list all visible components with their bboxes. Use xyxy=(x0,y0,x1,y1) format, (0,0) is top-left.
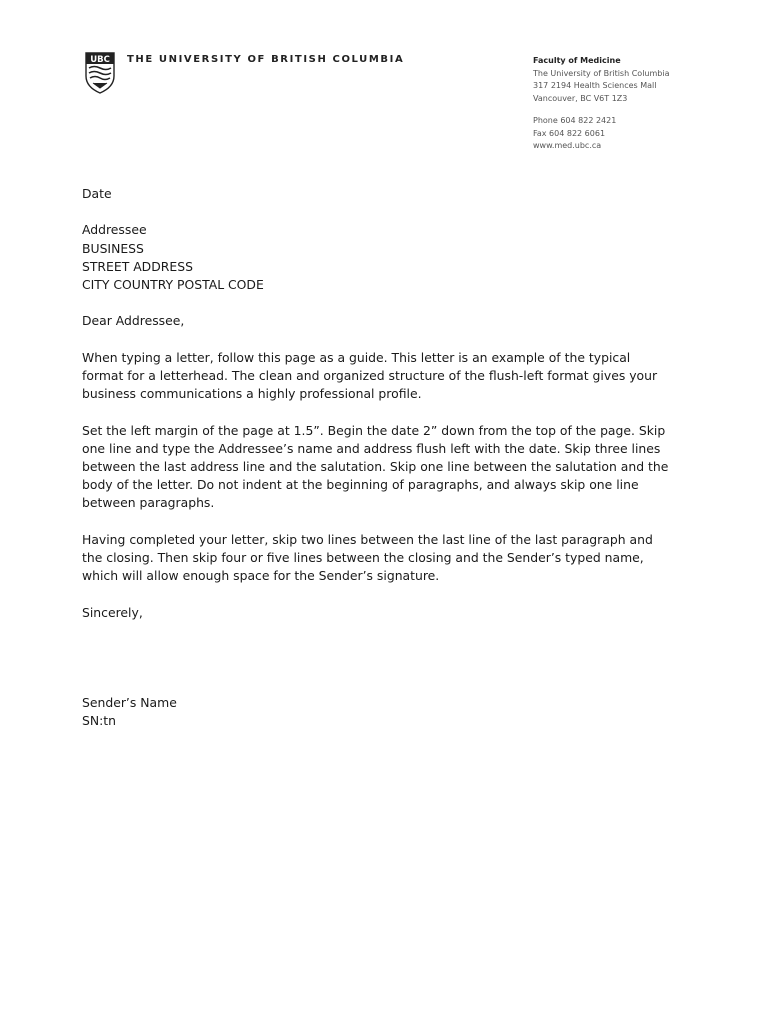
letter-body xyxy=(82,185,682,730)
addressee-line: CITY COUNTRY POSTAL CODE xyxy=(82,277,264,292)
address-line: 317 2194 Health Sciences Mall xyxy=(533,81,657,90)
paragraph-line: between the last address line and the salutation. Skip one line between the salutation and the xyxy=(82,458,669,474)
fax-number: Fax 604 822 6061 xyxy=(533,128,606,138)
addressee-block xyxy=(82,221,682,294)
addressee-line: BUSINESS xyxy=(82,240,144,256)
paragraph-line: format for a letterhead. The clean and organized structure of the flush-left format gives your xyxy=(82,367,658,383)
paragraph-line: one line and type the Addressee’s name and address flush left with the date. Skip three lines xyxy=(82,440,661,456)
paragraph-line: which will allow enough space for the Sender’s signature. xyxy=(82,568,440,584)
salutation: Dear Addressee, xyxy=(82,313,185,329)
addressee-line: Addressee xyxy=(82,222,147,238)
faculty-contact-block xyxy=(533,55,669,153)
website-link[interactable]: www.med.ubc.ca xyxy=(533,141,602,150)
sender-name: Sender’s Name xyxy=(82,694,177,710)
letter-date: Date xyxy=(82,186,112,201)
closing: Sincerely, xyxy=(82,604,143,620)
paragraph-line: business communications a highly professional profile. xyxy=(82,386,422,402)
reference-initials: SN:tn xyxy=(82,712,117,728)
signature-space xyxy=(82,622,682,694)
body-paragraph-3 xyxy=(82,531,682,586)
paragraph-line: Having completed your letter, skip two lines between the last line of the last paragraph and xyxy=(82,531,653,547)
paragraph-line: the closing. Then skip four or five lines between the closing and the Sender’s typed name, xyxy=(82,549,644,565)
address-line: Vancouver, BC V6T 1Z3 xyxy=(533,93,628,103)
faculty-name: Faculty of Medicine xyxy=(533,56,621,65)
paragraph-line: When typing a letter, follow this page as a guide. This letter is an example of the typical xyxy=(82,349,631,365)
paragraph-line: between paragraphs. xyxy=(82,495,215,511)
body-paragraph-1 xyxy=(82,349,682,404)
address-line: The University of British Columbia xyxy=(533,68,670,78)
paragraph-line: Set the left margin of the page at 1.5”. Begin the date 2” down from the top of the page. Skip xyxy=(82,422,666,438)
logo-text: UBC xyxy=(90,55,110,65)
phone-number: Phone 604 822 2421 xyxy=(533,116,617,125)
university-name: THE UNIVERSITY OF BRITISH COLUMBIA xyxy=(127,54,405,65)
body-paragraph-2 xyxy=(82,422,682,513)
paragraph-line: body of the letter. Do not indent at the beginning of paragraphs, and always skip one line xyxy=(82,477,639,493)
addressee-line: STREET ADDRESS xyxy=(82,258,193,274)
ubc-crest-logo xyxy=(85,52,115,94)
